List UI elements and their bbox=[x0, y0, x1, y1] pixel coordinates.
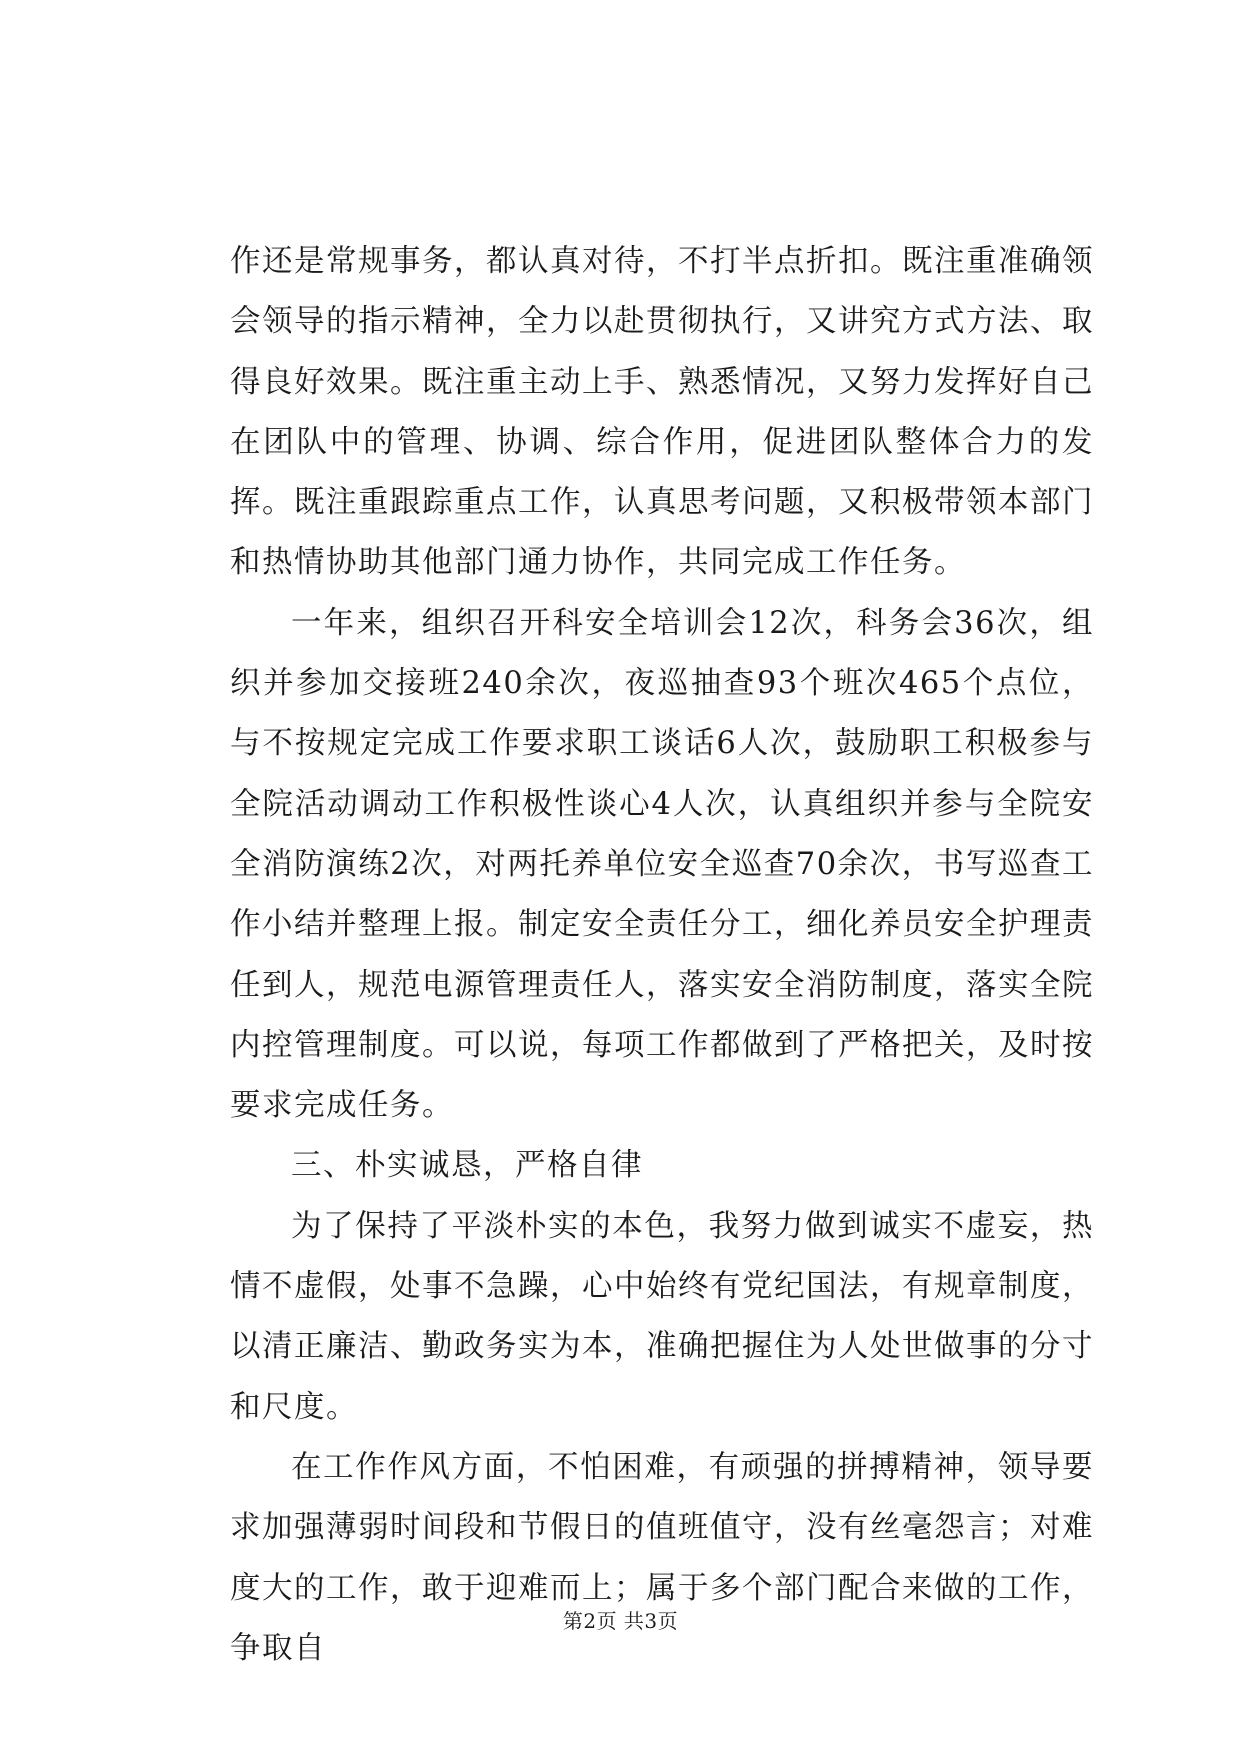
paragraph-work-style: 在工作作风方面，不怕困难，有顽强的拼搏精神，领导要求加强薄弱时间段和节假日的值班值守，没有丝毫怨言；对难度大的工作，敢于迎难而上；属于多个部门配合来做的工作，争取自 bbox=[230, 1449, 1094, 1666]
paragraph-integrity: 为了保持了平淡朴实的本色，我努力做到诚实不虚妄，热情不虚假，处事不急躁，心中始终有党纪国法，有规章制度，以清正廉洁、勤政务实为本，准确把握住为人处世做事的分寸和尺度。 bbox=[230, 1208, 1094, 1425]
section-heading: 三、朴实诚恳，严格自律 bbox=[291, 1148, 643, 1184]
paragraph-annual-summary: 一年来，组织召开科安全培训会12次，科务会36次，组织并参加交接班240余次，夜巡抽查93个班次465个点位，与不按规定完成工作要求职工谈话6人次，鼓励职工积极参与全院活动调动工作积极性谈心4人次，认真组织并参与全院安全消防演练2次，对两托养单位安全巡查70余次，书写巡查工作小结并整理上报。制定安全责任分工，细化养员安全护理责任到人，规范电源管理责任人，落实安全消防制度，落实全院内控管理制度。可以说，每项工作都做到了严格把关，及时按要求完成任务。 bbox=[230, 605, 1094, 1124]
paragraph-continuation: 作还是常规事务，都认真对待，不打半点折扣。既注重准确领会领导的指示精神，全力以赴贯彻执行，又讲究方式方法、取得良好效果。既注重主动上手、熟悉情况，又努力发挥好自己在团队中的管理、协调、综合作用，促进团队整体合力的发挥。既注重跟踪重点工作，认真思考问题，又积极带领本部门和热情协助其他部门通力协作，共同完成工作任务。 bbox=[230, 244, 1094, 581]
document-body bbox=[230, 232, 1094, 1679]
page-footer: 第2页 共3页 bbox=[562, 1609, 679, 1633]
